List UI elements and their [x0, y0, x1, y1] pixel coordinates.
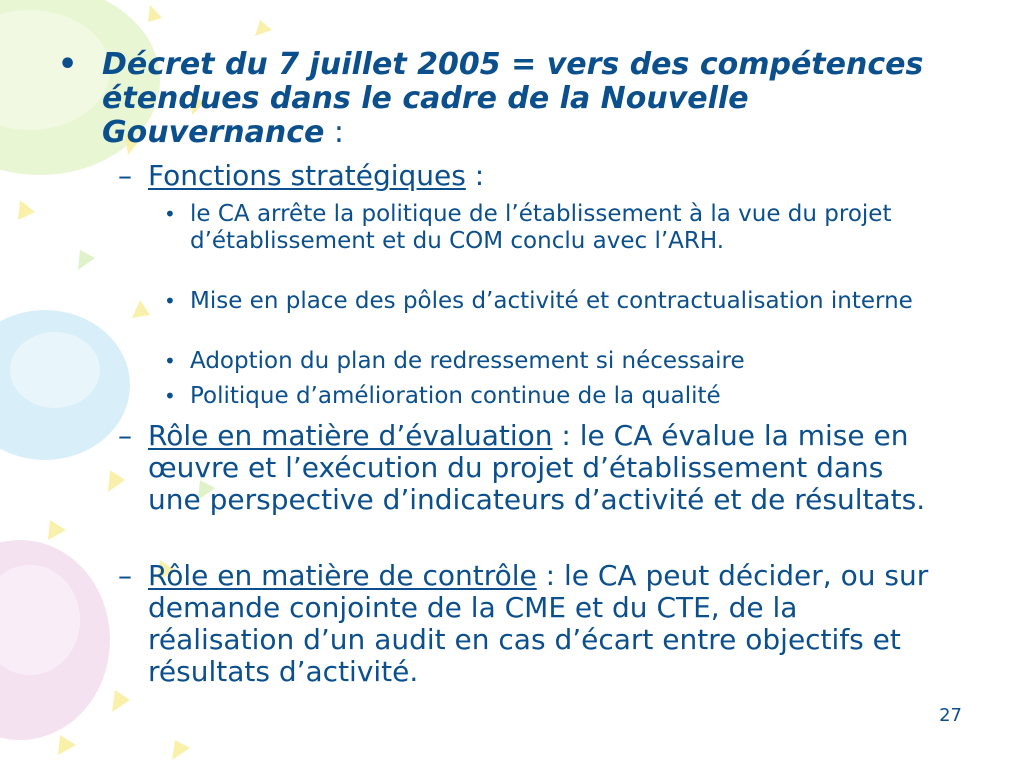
section-title: Fonctions stratégiques	[148, 159, 466, 192]
bullet-icon: •	[164, 349, 176, 373]
bullet-icon: •	[164, 202, 176, 226]
section-text: : le CA évalue la mise en œuvre et l’exécution du projet d’établissement dans une perspective d’indicateurs d’activité et de résultats.	[148, 419, 926, 516]
bullet-icon: •	[164, 384, 176, 408]
section-text: :	[465, 159, 485, 192]
bullet-icon: •	[58, 47, 78, 82]
main-heading-text: Décret du 7 juillet 2005 = vers des compétences étendues dans le cadre de la Nouvelle Gouvernance	[102, 47, 924, 150]
sub-item-text: Politique d’amélioration continue de la qualité	[190, 383, 721, 409]
page-number: 27	[939, 705, 962, 726]
sub-item	[164, 348, 944, 375]
sub-item	[164, 383, 944, 410]
section-evaluation	[118, 420, 933, 516]
section-controle	[118, 560, 933, 688]
section-text: : le CA peut décider, ou sur demande conjointe de la CME et du CTE, de la réalisation d’un audit en cas d’écart entre objectifs et résultats d’activité.	[148, 559, 929, 688]
heading-colon: :	[324, 115, 345, 150]
section-title: Rôle en matière d’évaluation	[148, 419, 553, 452]
section-title: Rôle en matière de contrôle	[148, 559, 537, 592]
sub-item-text: Mise en place des pôles d’activité et contractualisation interne	[190, 288, 913, 314]
dash-icon: –	[118, 159, 132, 192]
sub-item	[164, 201, 944, 255]
main-bullet	[58, 47, 964, 150]
sub-item-text: le CA arrête la politique de l’établissement à la vue du projet d’établissement et du COM conclu avec l’ARH.	[190, 201, 892, 254]
dash-icon: –	[118, 419, 132, 452]
sub-item	[164, 288, 944, 315]
section-fonctions-strategiques	[118, 160, 958, 192]
dash-icon: –	[118, 559, 132, 592]
sub-item-text: Adoption du plan de redressement si nécessaire	[190, 348, 745, 374]
bullet-icon: •	[164, 289, 176, 313]
